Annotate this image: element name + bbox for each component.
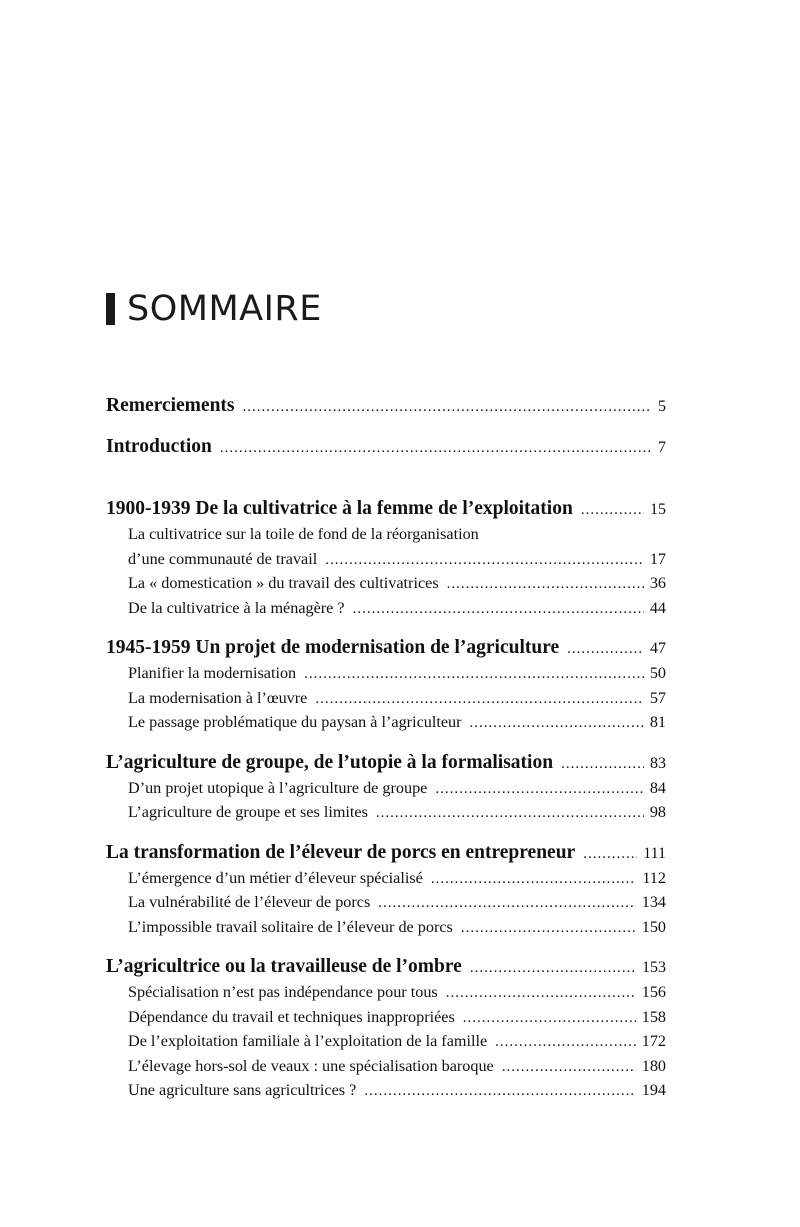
toc-subentry-title: La modernisation à l’œuvre — [128, 688, 308, 707]
toc-subentry-title: L’impossible travail solitaire de l’éleveur de porcs — [128, 917, 453, 936]
dot-leader — [470, 711, 644, 736]
toc-page-number: 7 — [658, 439, 666, 456]
dot-leader — [470, 955, 636, 981]
toc-entry-introduction[interactable] — [106, 434, 666, 460]
toc-page-number: 153 — [642, 959, 666, 976]
dot-leader — [446, 981, 636, 1006]
toc-subentry[interactable] — [106, 661, 666, 686]
toc-subentry[interactable] — [106, 1054, 666, 1079]
toc-subentry[interactable] — [106, 1078, 666, 1103]
dot-leader — [581, 497, 644, 523]
toc-subentry[interactable] — [106, 980, 666, 1005]
dot-leader — [378, 891, 635, 916]
toc-page-number: 15 — [650, 501, 666, 518]
toc-heading — [106, 287, 322, 331]
toc-subentry[interactable] — [106, 915, 666, 940]
toc-chapter-4[interactable] — [106, 840, 666, 866]
toc-page-number: 134 — [641, 893, 666, 911]
dot-leader — [561, 751, 644, 777]
toc-subentry-title: La vulnérabilité de l’éleveur de porcs — [128, 893, 371, 911]
toc-subentry-title: Une agriculture sans agricultrices ? — [128, 1081, 357, 1099]
toc-page-number: 98 — [649, 803, 666, 821]
page-title: SOMMAIRE — [127, 288, 322, 329]
toc-chapter-title: L’agriculture de groupe, de l’utopie à la formalisation — [106, 751, 554, 773]
toc-entry-title: Remerciements — [106, 395, 235, 416]
toc-subentry-title: Le passage problématique du paysan à l’agriculteur — [128, 713, 462, 731]
heading-bar — [106, 293, 115, 325]
toc-subentry-line[interactable]: La cultivatrice sur la toile de fond de la réorganisation — [128, 525, 479, 543]
toc-chapter-2[interactable] — [106, 635, 666, 661]
toc-subentry[interactable] — [106, 890, 666, 915]
toc-subentry[interactable] — [106, 571, 666, 596]
toc-subentry-title: De l’exploitation familiale à l’exploitation de la famille — [128, 1032, 488, 1050]
toc-subentry-title: L’élevage hors-sol de veaux : une spécialisation baroque — [128, 1056, 494, 1075]
toc-page-number: 57 — [649, 688, 666, 707]
toc-subentry-title: d’une communauté de travail — [128, 549, 318, 568]
toc-page-number: 172 — [641, 1032, 666, 1050]
dot-leader — [502, 1055, 636, 1080]
toc-page-number: 111 — [643, 844, 666, 862]
toc-subentry[interactable] — [106, 1005, 666, 1030]
toc-subentry-title: L’agriculture de groupe et ses limites — [128, 803, 368, 821]
toc-chapter-title: 1900-1939 De la cultivatrice à la femme de l’exploitation — [106, 498, 573, 519]
toc-subentry-title: De la cultivatrice à la ménagère ? — [128, 598, 345, 617]
dot-leader — [325, 548, 644, 573]
toc-subentry[interactable] — [106, 596, 666, 621]
toc-page-number: 36 — [649, 574, 666, 592]
toc-subentry[interactable] — [106, 710, 666, 735]
toc-chapter-5[interactable] — [106, 954, 666, 980]
toc-subentry[interactable] — [106, 866, 666, 891]
toc-page-number: 17 — [649, 549, 666, 568]
dot-leader — [353, 597, 644, 622]
toc-entry-remerciements[interactable] — [106, 393, 666, 419]
toc-subentry-title: La « domestication » du travail des cultivatrices — [128, 574, 439, 592]
dot-leader — [583, 841, 637, 867]
toc-page-number: 156 — [641, 983, 666, 1001]
toc-subentry-title: Planifier la modernisation — [128, 664, 297, 682]
toc-page-number: 5 — [658, 398, 666, 415]
toc-page-number: 158 — [641, 1007, 666, 1026]
toc-page-number: 47 — [650, 640, 666, 657]
table-of-contents — [106, 393, 666, 1103]
dot-leader — [463, 1006, 636, 1031]
dot-leader — [220, 435, 652, 461]
toc-subentry-title: D’un projet utopique à l’agriculture de groupe — [128, 778, 428, 797]
toc-page-number: 44 — [649, 598, 666, 617]
toc-subentry[interactable] — [106, 547, 666, 572]
dot-leader — [461, 916, 636, 941]
dot-leader — [447, 572, 644, 597]
toc-page-number: 180 — [641, 1056, 666, 1075]
toc-page-number: 83 — [650, 754, 666, 772]
toc-subentry-title: Spécialisation n’est pas indépendance pour tous — [128, 983, 438, 1001]
toc-page-number: 50 — [649, 664, 666, 682]
dot-leader — [376, 801, 644, 826]
dot-leader — [435, 777, 643, 802]
toc-chapter-title: 1945-1959 Un projet de modernisation de l’agriculture — [106, 637, 560, 658]
toc-page-number: 84 — [649, 778, 666, 797]
toc-subentry[interactable] — [106, 776, 666, 801]
dot-leader — [567, 636, 644, 662]
toc-page-number: 81 — [649, 713, 666, 731]
dot-leader — [315, 687, 643, 712]
dot-leader — [431, 867, 636, 892]
toc-page-number: 112 — [642, 868, 666, 887]
dot-leader — [364, 1079, 635, 1104]
toc-page-number: 150 — [641, 917, 666, 936]
toc-chapter-title: L’agricultrice ou la travailleuse de l’ombre — [106, 956, 462, 977]
toc-subentry[interactable] — [106, 1029, 666, 1054]
toc-chapter-title: La transformation de l’éleveur de porcs en entrepreneur — [106, 841, 576, 863]
dot-leader — [304, 662, 644, 687]
dot-leader — [243, 394, 653, 420]
toc-subentry-title: Dépendance du travail et techniques inappropriées — [128, 1007, 455, 1026]
toc-subentry[interactable] — [106, 800, 666, 825]
toc-subentry-title: L’émergence d’un métier d’éleveur spécialisé — [128, 868, 423, 887]
toc-page-number: 194 — [641, 1081, 666, 1099]
toc-chapter-3[interactable] — [106, 750, 666, 776]
toc-entry-title: Introduction — [106, 436, 212, 457]
toc-chapter-1[interactable] — [106, 496, 666, 522]
toc-subentry[interactable] — [106, 686, 666, 711]
dot-leader — [495, 1030, 636, 1055]
